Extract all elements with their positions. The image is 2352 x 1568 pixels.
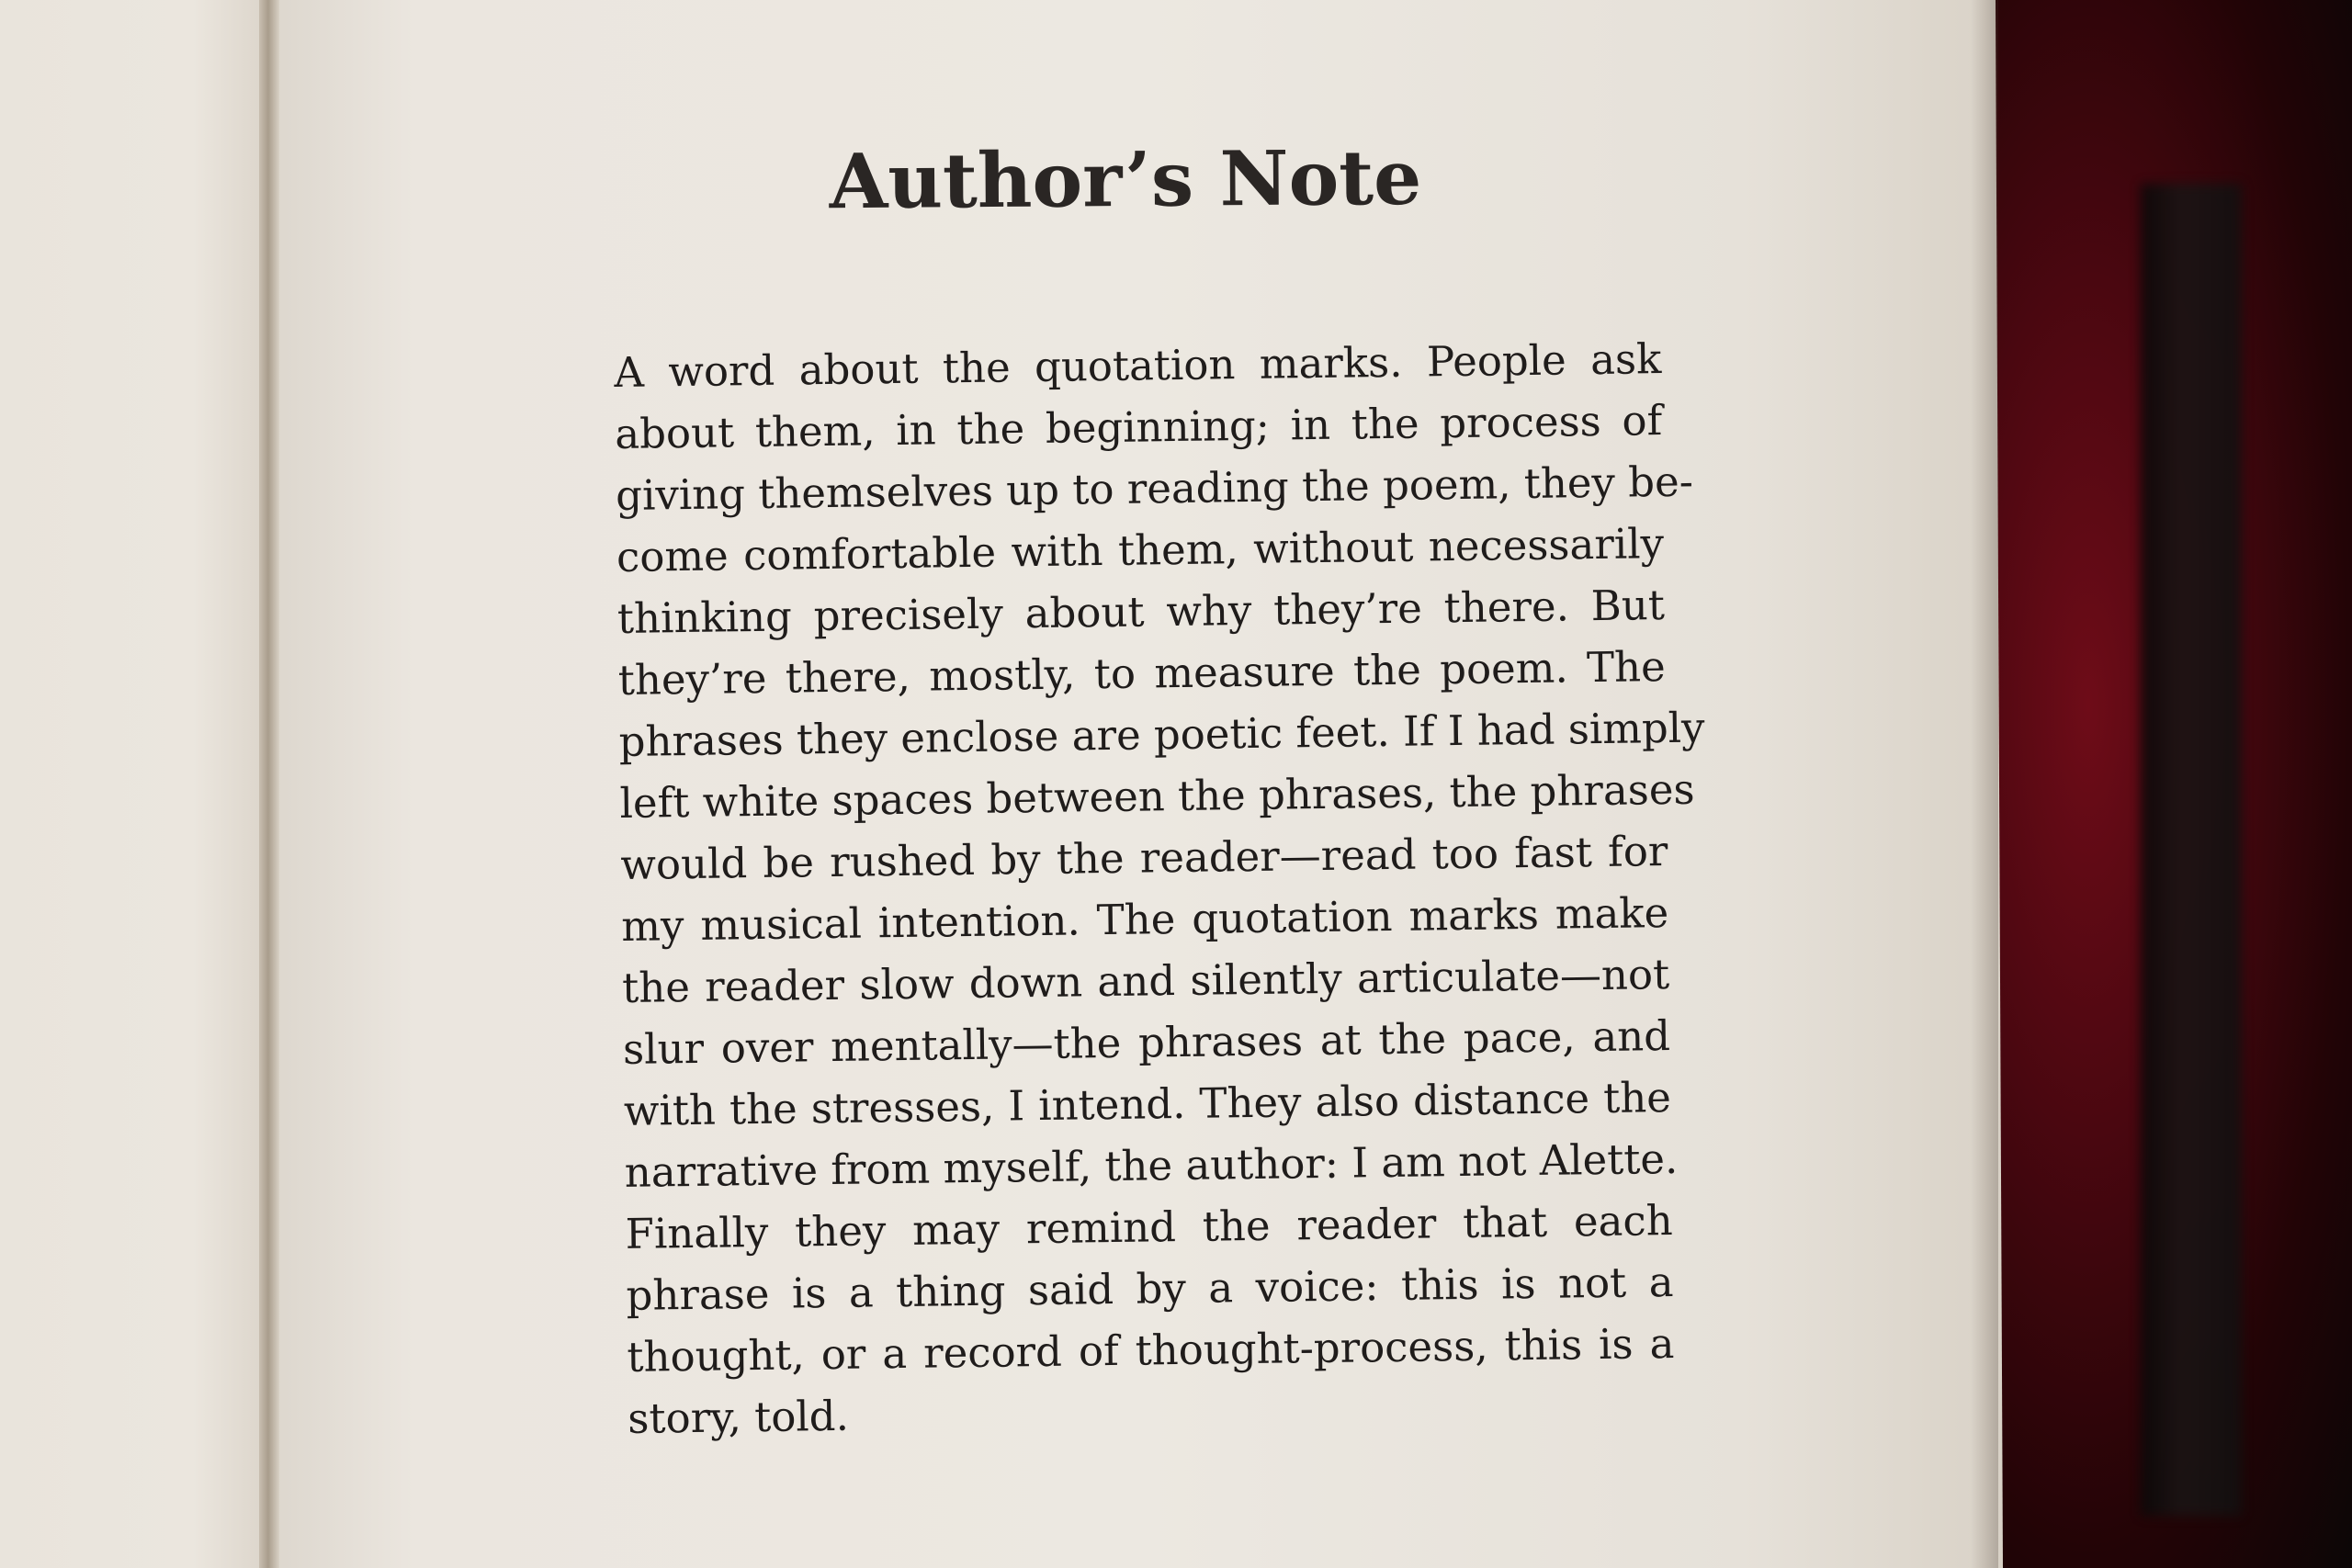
page-title: Author’s Note [829, 133, 1422, 227]
text-line: phrases they enclose are poetic feet. If I had simply [618, 703, 1705, 766]
left-page [0, 0, 276, 1568]
text-line: come comfortable with them, without necessarily [616, 519, 1665, 581]
text-line: slur over mentally—the phrases at the pace, and [622, 1011, 1671, 1074]
text-line: phrase is a thing said by a voice: this is not a [626, 1257, 1674, 1320]
text-line: with the stresses, I intend. They also distance the [623, 1073, 1672, 1135]
text-line: left white spaces between the phrases, the phrases [619, 764, 1695, 828]
text-line: the reader slow down and silently articulate—not [621, 950, 1670, 1012]
body-paragraph [614, 328, 1705, 1450]
text-line: giving themselves up to reading the poem, they be- [615, 457, 1694, 520]
text-line: my musical intention. The quotation marks make [620, 888, 1669, 951]
text-line: narrative from myself, the author: I am not Alette. [624, 1134, 1679, 1197]
book-gutter [259, 0, 279, 1568]
text-line: A word about the quotation marks. People ask [614, 334, 1662, 397]
book-spine-background [2141, 184, 2242, 1516]
text-line: they’re there, mostly, to measure the poem. The [617, 642, 1667, 705]
text-line: about them, in the beginning; in the process of [614, 396, 1663, 458]
text-line: Finally they may remind the reader that each [625, 1195, 1673, 1258]
text-line: story, told. [628, 1391, 850, 1443]
text-line: thinking precisely about why they’re there. But [616, 581, 1666, 643]
text-line: would be rushed by the reader—read too fast for [620, 827, 1668, 889]
text-line: thought, or a record of thought-process, this is a [627, 1318, 1675, 1382]
page-edge-shadow [1971, 0, 1998, 1568]
